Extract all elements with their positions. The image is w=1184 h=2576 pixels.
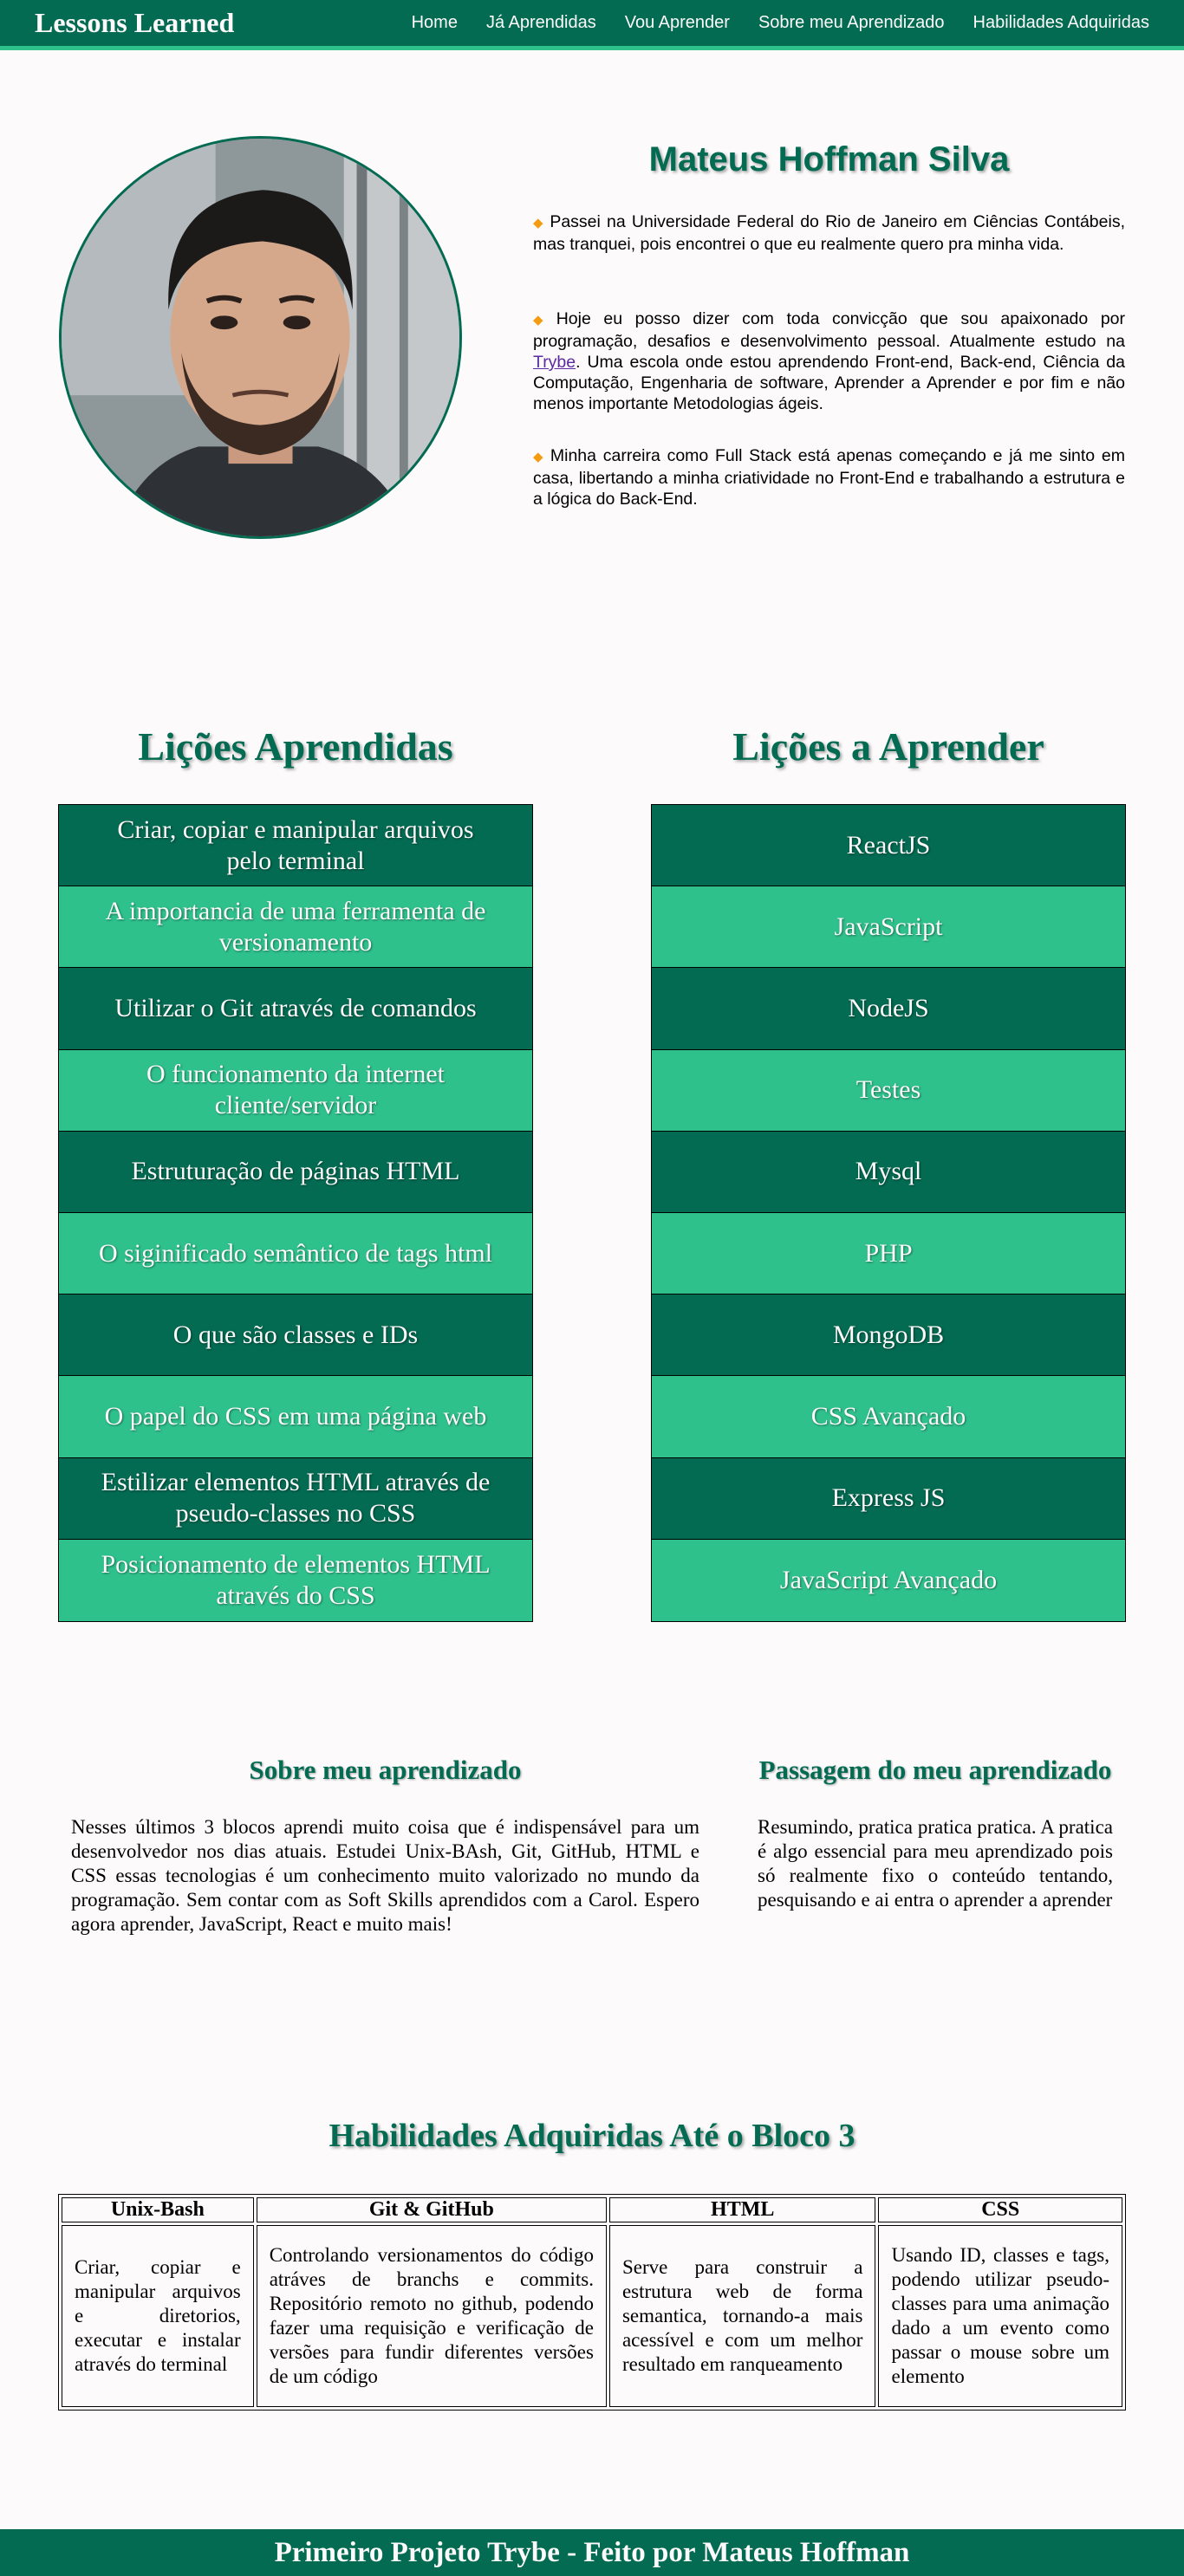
learned-list — [58, 804, 533, 1622]
bio-text-2-after: . Uma escola onde estou aprendendo Front-end, Back-end, Ciência da Computação, Engenharia de software, Aprender a Aprender e por fim e não menos importante Metodologias ágeis. — [533, 353, 1125, 413]
journey-title: Passagem do meu aprendizado — [758, 1755, 1112, 1785]
diamond-bullet-icon: ◆ — [533, 313, 551, 328]
bio-paragraph-3 — [533, 445, 1125, 509]
learned-item: O papel do CSS em uma página web — [59, 1376, 532, 1457]
to-learn-item: ReactJS — [652, 805, 1125, 886]
learned-item: O funcionamento da internet cliente/servidor — [59, 1050, 532, 1132]
profile-name: Mateus Hoffman Silva — [648, 140, 1010, 178]
to-learn-item: Express JS — [652, 1458, 1125, 1540]
skills-header-row — [62, 2197, 1122, 2222]
skills-title: Habilidades Adquiridas Até o Bloco 3 — [329, 2118, 855, 2154]
to-learn-item: PHP — [652, 1213, 1125, 1294]
brand-title[interactable]: Lessons Learned — [35, 7, 235, 38]
to-learn-item: CSS Avançado — [652, 1376, 1125, 1457]
learned-title: Lições Aprendidas — [138, 724, 453, 769]
learned-item: A importancia de uma ferramenta de versionamento — [59, 886, 532, 968]
skills-row — [62, 2225, 1122, 2407]
to-learn-item: JavaScript Avançado — [652, 1540, 1125, 1621]
to-learn-item: NodeJS — [652, 968, 1125, 1049]
bio-text-1: Passei na Universidade Federal do Rio de Janeiro em Ciências Contábeis, mas tranquei, pois encontrei o que eu realmente quero pra minha vida. — [533, 212, 1125, 254]
skills-table — [58, 2194, 1126, 2411]
learned-item: Posicionamento de elementos HTML através do CSS — [59, 1540, 532, 1621]
skills-cell-html: Serve para construir a estrutura web de forma semantica, tornando-a mais acessível e com um melhor resultado em ranqueamento — [609, 2225, 876, 2407]
bio-paragraph-2 — [533, 308, 1125, 414]
learned-item: Utilizar o Git através de comandos — [59, 968, 532, 1049]
profile-photo — [59, 136, 462, 539]
to-learn-item: JavaScript — [652, 886, 1125, 968]
skills-cell-css: Usando ID, classes e tags, podendo utilizar pseudo-classes para uma animação dado a um evento como passar o mouse sobre um elemento — [878, 2225, 1122, 2407]
profile-photo-illustration — [62, 139, 459, 536]
journey-text: Resumindo, pratica pratica pratica. A pratica é algo essencial para meu aprendizado pois só realmente fixo o conteúdo tentando, pesquisando e ai entra o aprender a aprender — [758, 1816, 1113, 1911]
skills-header-html: HTML — [609, 2197, 876, 2222]
to-learn-title: Lições a Aprender — [732, 724, 1044, 769]
to-learn-item: Testes — [652, 1050, 1125, 1132]
bio-text-3: Minha carreira como Full Stack está apenas começando e já me sinto em casa, libertando a minha criatividade no Front-End e trabalhando a estrutura e a lógica do Back-End. — [533, 446, 1125, 509]
about-title: Sobre meu aprendizado — [249, 1755, 522, 1785]
bio-paragraph-1 — [533, 211, 1125, 255]
navbar — [0, 0, 1184, 50]
learned-item: Estilizar elementos HTML através de pseudo-classes no CSS — [59, 1458, 532, 1540]
nav-link-sobre-aprendizado[interactable]: Sobre meu Aprendizado — [758, 13, 945, 32]
nav-link-habilidades[interactable]: Habilidades Adquiridas — [973, 13, 1149, 32]
trybe-link[interactable]: Trybe — [533, 353, 576, 372]
nav-link-ja-aprendidas[interactable]: Já Aprendidas — [485, 13, 596, 32]
nav-link-vou-aprender[interactable]: Vou Aprender — [624, 13, 730, 32]
to-learn-item: Mysql — [652, 1132, 1125, 1213]
diamond-bullet-icon: ◆ — [533, 450, 545, 464]
skills-cell-git-github: Controlando versionamentos do código atráves de branchs e commits. Repositório remoto no github, podendo fazer uma requisição e verificação de versões para fundir diferentes versões de um código — [257, 2225, 607, 2407]
learned-item: O siginificado semântico de tags html — [59, 1213, 532, 1294]
to-learn-list — [651, 804, 1126, 1622]
diamond-bullet-icon: ◆ — [533, 216, 545, 230]
learned-item: Estruturação de páginas HTML — [59, 1132, 532, 1213]
skills-header-css: CSS — [878, 2197, 1122, 2222]
bio-text-2-before: Hoje eu posso dizer com toda convicção que sou apaixonado por programação, desafios e desenvolvimento pessoal. Atualmente estudo na — [533, 309, 1125, 351]
footer: Primeiro Projeto Trybe - Feito por Mateus Hoffman — [0, 2529, 1184, 2576]
learned-item: O que são classes e IDs — [59, 1294, 532, 1376]
learned-item: Criar, copiar e manipular arquivos pelo terminal — [59, 805, 532, 886]
skills-header-unix-bash: Unix-Bash — [62, 2197, 254, 2222]
skills-cell-unix-bash: Criar, copiar e manipular arquivos e diretorios, executar e instalar através do terminal — [62, 2225, 254, 2407]
about-text: Nesses últimos 3 blocos aprendi muito coisa que é indispensável para um desenvolvedor nos dias atuais. Estudei Unix-BAsh, Git, GitHub, HTML e CSS essas tecnologias é um conhecimento muito valorizado no mundo da programação. Sem contar com as Soft Skills aprendidos com a Carol. Espero agora aprender, JavaScript, React e muito mais! — [71, 1816, 699, 1935]
nav-links — [412, 13, 1149, 33]
nav-link-home[interactable]: Home — [411, 13, 458, 32]
skills-header-git-github: Git & GitHub — [257, 2197, 607, 2222]
to-learn-item: MongoDB — [652, 1294, 1125, 1376]
